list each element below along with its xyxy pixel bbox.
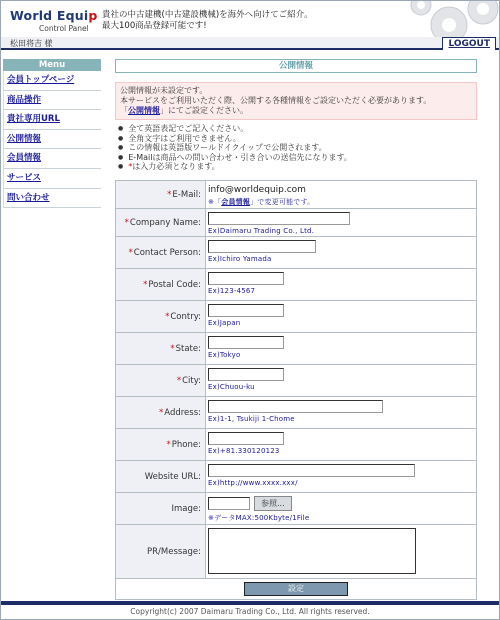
note-item: ● この情報は英語版ワールドイクイップで公開されます。 bbox=[118, 143, 477, 153]
postal-label bbox=[116, 269, 206, 300]
required-mark: * bbox=[143, 279, 148, 290]
label-text: Postal Code: bbox=[148, 279, 201, 290]
sidebar-item-label[interactable]: 貴社専用URL bbox=[7, 114, 60, 125]
label-text: Contact Person: bbox=[133, 247, 201, 258]
sidebar-item-label[interactable]: 会員トップページ bbox=[7, 75, 75, 85]
notes-list bbox=[115, 124, 477, 172]
phone-cell bbox=[206, 429, 476, 460]
city-input[interactable] bbox=[208, 368, 284, 381]
tagline-line: 最大100商品登録可能です! bbox=[102, 21, 207, 31]
required-mark: * bbox=[128, 162, 133, 172]
hint-text: 」で変更可能です。 bbox=[250, 198, 315, 206]
sidebar-item-label[interactable]: 公開情報 bbox=[7, 133, 42, 144]
sidebar bbox=[3, 59, 101, 208]
website-hint: Ex)http://www.xxxx.xxx/ bbox=[208, 479, 298, 487]
email-value: info@worldequip.com bbox=[208, 185, 306, 195]
website-cell bbox=[206, 461, 476, 492]
country-cell bbox=[206, 301, 476, 332]
alert-line bbox=[120, 106, 472, 116]
row-image bbox=[116, 493, 476, 525]
alert-text: 」にてご設定ください。 bbox=[160, 106, 248, 115]
label-text: City: bbox=[182, 375, 201, 386]
sidebar-item-contact[interactable] bbox=[3, 189, 101, 209]
state-hint: Ex)Tokyo bbox=[208, 351, 241, 359]
alert-text: 「 bbox=[120, 106, 128, 115]
row-website bbox=[116, 461, 476, 493]
sidebar-item-company-url[interactable] bbox=[3, 110, 101, 130]
alert-line: 本サービスをご利用いただく際、公開する各種情報をご設定いただく必要があります。 bbox=[120, 96, 432, 105]
note-text: は入力必須となります。 bbox=[132, 162, 220, 172]
state-input[interactable] bbox=[208, 336, 284, 349]
public-info-link[interactable]: 公開情報 bbox=[128, 106, 160, 115]
sidebar-item-service[interactable] bbox=[3, 169, 101, 189]
logo-subtitle: Control Panel bbox=[39, 24, 89, 33]
contact-cell bbox=[206, 237, 476, 268]
sidebar-item-label[interactable]: 問い合わせ bbox=[7, 192, 50, 203]
email-cell bbox=[206, 181, 476, 208]
image-hint: ※データMAX:500Kbyte/1File bbox=[208, 514, 310, 522]
row-submit bbox=[116, 579, 476, 599]
email-hint bbox=[208, 197, 474, 207]
sidebar-item-member-top[interactable] bbox=[3, 71, 101, 91]
row-message bbox=[116, 525, 476, 579]
address-hint: Ex)1-1, Tsukiji 1-Chome bbox=[208, 415, 295, 423]
required-mark: * bbox=[176, 375, 182, 386]
row-city bbox=[116, 365, 476, 397]
address-input[interactable] bbox=[208, 400, 383, 413]
row-address bbox=[116, 397, 476, 429]
browse-button[interactable]: 参照... bbox=[254, 496, 292, 511]
row-email bbox=[116, 181, 476, 209]
username: 松田将吉 様 bbox=[10, 39, 53, 48]
label-text: Website URL: bbox=[144, 471, 201, 482]
company-name-input[interactable] bbox=[208, 212, 350, 225]
required-mark: * bbox=[159, 407, 164, 418]
city-label bbox=[116, 365, 206, 396]
row-postal bbox=[116, 269, 476, 301]
postal-code-input[interactable] bbox=[208, 272, 284, 285]
required-mark: * bbox=[128, 247, 133, 258]
website-label bbox=[116, 461, 206, 492]
label-text: Company Name: bbox=[129, 217, 201, 228]
postal-cell bbox=[206, 269, 476, 300]
country-input[interactable] bbox=[208, 304, 284, 317]
label-text: E-Mail: bbox=[172, 189, 201, 200]
label-text: Image: bbox=[171, 503, 201, 514]
label-text: Address: bbox=[164, 407, 201, 418]
website-url-input[interactable] bbox=[208, 464, 415, 477]
label-text: PR/Message: bbox=[146, 546, 201, 557]
required-mark: * bbox=[165, 311, 170, 322]
image-file-input[interactable] bbox=[208, 497, 250, 510]
sidebar-item-products[interactable] bbox=[3, 91, 101, 111]
phone-label bbox=[116, 429, 206, 460]
address-label bbox=[116, 397, 206, 428]
postal-hint: Ex)123-4567 bbox=[208, 287, 256, 295]
note-item: ● 全て英語表記でご記入ください。 bbox=[118, 124, 477, 134]
image-label bbox=[116, 493, 206, 524]
contact-label bbox=[116, 237, 206, 268]
hint-text: ※「 bbox=[208, 198, 222, 206]
pr-message-textarea[interactable] bbox=[208, 528, 416, 574]
row-state bbox=[116, 333, 476, 365]
sidebar-item-label[interactable]: 会員情報 bbox=[7, 153, 42, 164]
company-cell bbox=[206, 209, 476, 236]
row-phone bbox=[116, 429, 476, 461]
public-info-form bbox=[115, 180, 477, 600]
member-info-link[interactable]: 会員情報 bbox=[221, 198, 251, 206]
note-item: ● E-Mailは商品への問い合わせ・引き合いの送信先になります。 bbox=[118, 153, 477, 163]
country-hint: Ex)Japan bbox=[208, 319, 241, 327]
required-mark: * bbox=[124, 217, 129, 228]
header bbox=[1, 1, 499, 37]
state-label bbox=[116, 333, 206, 364]
message-label bbox=[116, 525, 206, 578]
label-text: State: bbox=[175, 343, 201, 354]
tagline bbox=[102, 10, 313, 32]
email-label bbox=[116, 181, 206, 208]
logo bbox=[10, 8, 98, 33]
image-cell bbox=[206, 493, 476, 524]
footer-divider bbox=[1, 601, 499, 605]
gears-graphic bbox=[379, 1, 499, 37]
alert-line: 公開情報が未設定です。 bbox=[120, 86, 208, 95]
logo-title: World Equip bbox=[10, 8, 98, 23]
page-title: 公開情報 bbox=[115, 59, 477, 73]
city-cell bbox=[206, 365, 476, 396]
contact-hint: Ex)Ichiro Yamada bbox=[208, 255, 272, 263]
company-label bbox=[116, 209, 206, 236]
required-mark: * bbox=[170, 343, 175, 354]
sidebar-item-member-info[interactable] bbox=[3, 149, 101, 169]
sidebar-title: Menu bbox=[3, 59, 101, 71]
logout-button[interactable]: LOGOUT bbox=[442, 37, 496, 50]
alert-box bbox=[115, 82, 477, 120]
row-country bbox=[116, 301, 476, 333]
submit-button[interactable]: 設定 bbox=[244, 582, 348, 596]
file-picker bbox=[208, 496, 474, 511]
main-content bbox=[115, 59, 477, 172]
footer-copyright: Copyright(c) 2007 Daimaru Trading Co., Ltd. All rights reserved. bbox=[130, 607, 370, 616]
user-bar bbox=[1, 37, 499, 50]
note-item bbox=[118, 162, 477, 172]
row-company bbox=[116, 209, 476, 237]
phone-input[interactable] bbox=[208, 432, 284, 445]
city-hint: Ex)Chuou-ku bbox=[208, 383, 255, 391]
row-contact bbox=[116, 237, 476, 269]
label-text: Contry: bbox=[170, 311, 201, 322]
sidebar-item-label[interactable]: サービス bbox=[7, 172, 42, 183]
tagline-line: 貴社の中古建機(中古建設機械)を海外へ向けてご紹介。 bbox=[102, 10, 313, 20]
sidebar-item-label[interactable]: 商品操作 bbox=[7, 94, 42, 105]
message-cell bbox=[206, 525, 476, 578]
address-cell bbox=[206, 397, 476, 428]
country-label bbox=[116, 301, 206, 332]
required-mark: * bbox=[166, 439, 171, 450]
note-item: ● 全角文字はご利用できません。 bbox=[118, 134, 477, 144]
label-text: Phone: bbox=[171, 439, 201, 450]
required-mark: * bbox=[167, 189, 172, 200]
state-cell bbox=[206, 333, 476, 364]
contact-person-input[interactable] bbox=[208, 240, 316, 253]
company-hint: Ex)Daimaru Trading Co., Ltd. bbox=[208, 227, 315, 235]
sidebar-item-public-info[interactable] bbox=[3, 130, 101, 150]
phone-hint: Ex)+81.330120123 bbox=[208, 447, 280, 455]
